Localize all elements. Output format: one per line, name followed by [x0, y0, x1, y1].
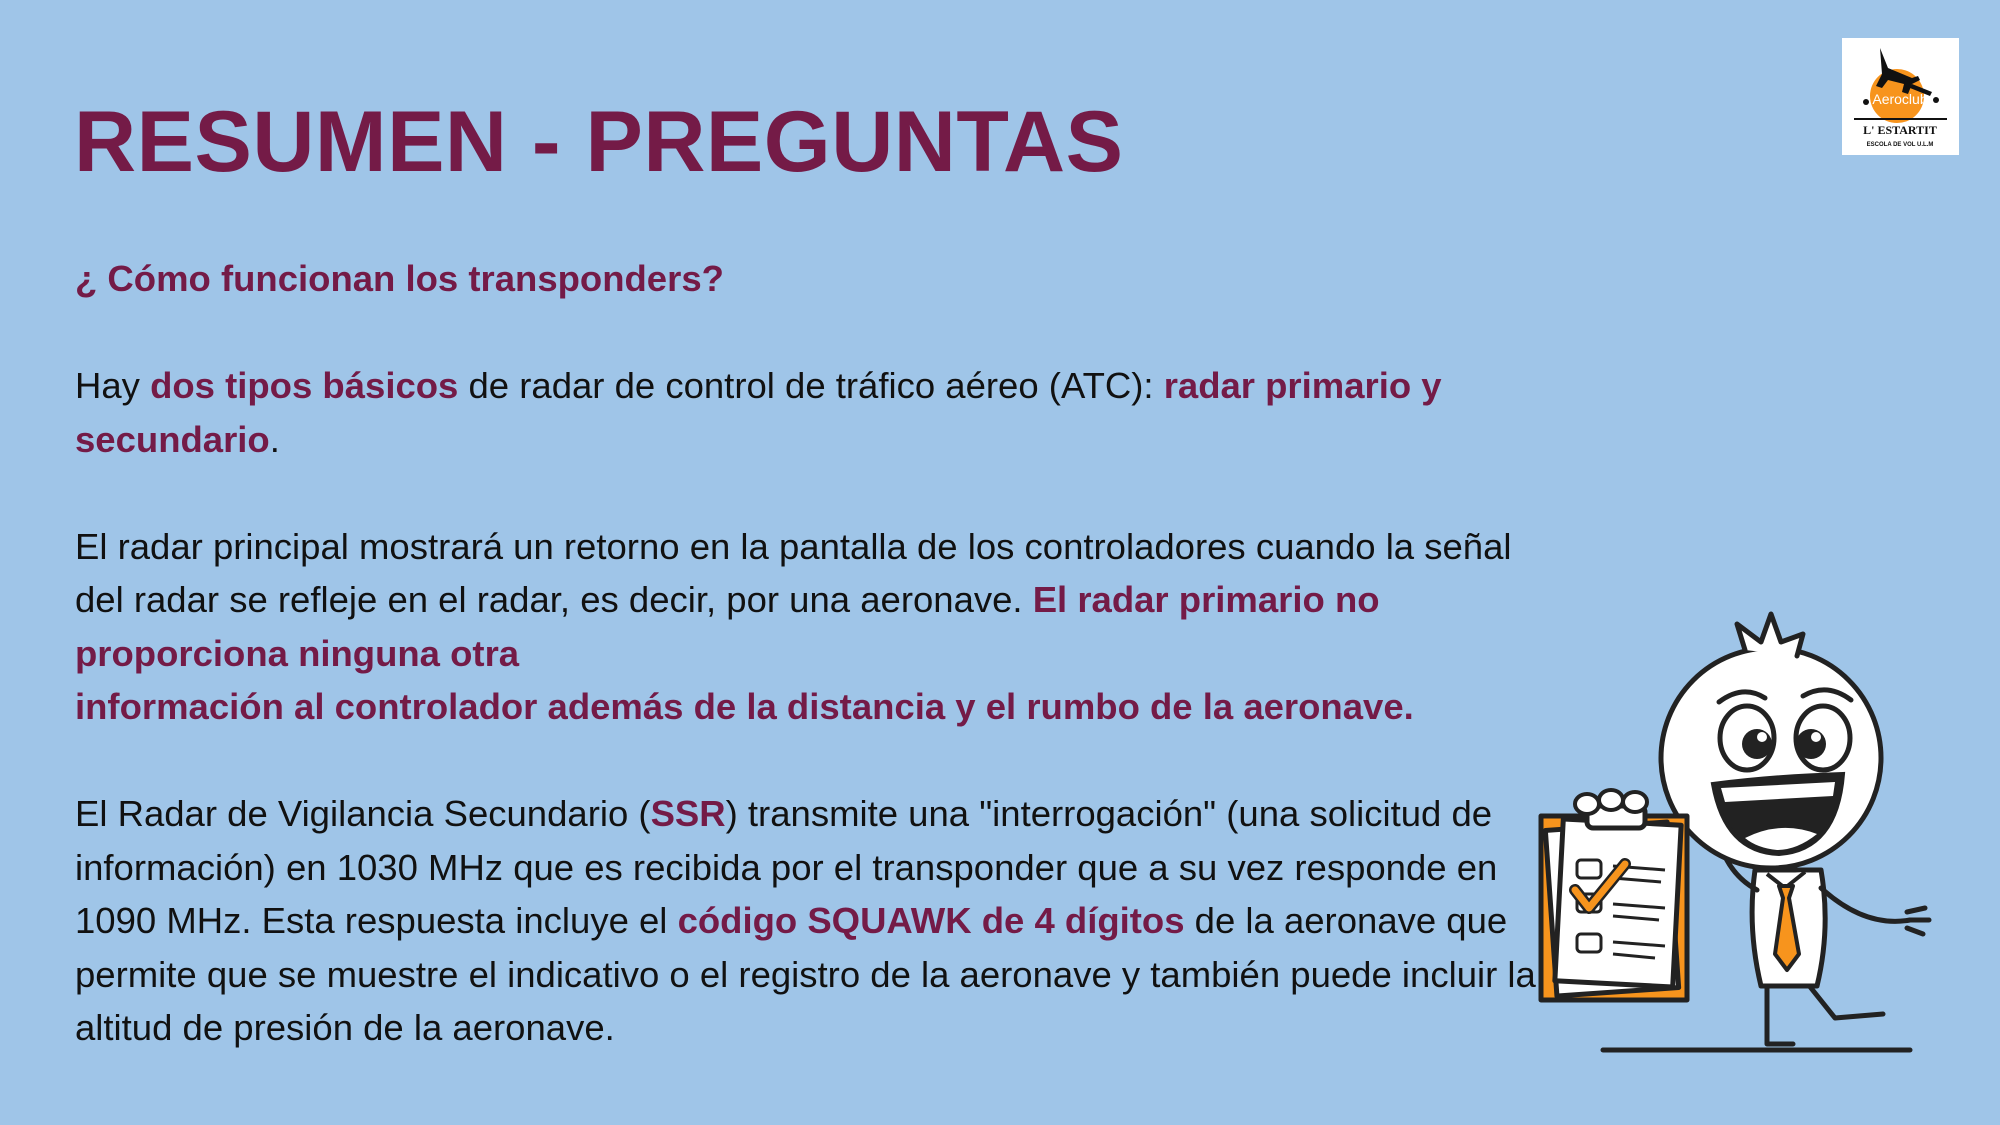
p3-text-3: de la aeronave que permite que se muestre el indicativo o el registro de la aeronave y también puede incluir la altitud de presión de la aeronave.: [75, 900, 1536, 1048]
p3-highlight-ssr: SSR: [650, 793, 726, 834]
p3-text-1: El Radar de Vigilancia Secundario (: [75, 793, 651, 834]
logo-text-estartit: L' ESTARTIT: [1863, 123, 1937, 137]
mascot-with-checklist-icon: [1535, 598, 1955, 1058]
p1-text-2: de radar de control de tráfico aéreo (ATC):: [458, 365, 1164, 406]
p1-text-3: .: [269, 418, 280, 460]
p1-highlight-1: dos tipos básicos: [150, 365, 459, 406]
mascot-graphic: [1535, 598, 1955, 1058]
p2-highlight-1: El radar primario no proporciona ninguna otra: [75, 579, 1380, 674]
paragraph-ssr: [75, 787, 1545, 1055]
paragraph-radar-types: [75, 359, 1545, 466]
p2-text-1: El radar principal mostrará un retorno en la pantalla de los controladores cuando la señal del radar se refleje en el radar, es decir, por una aeronave.: [75, 525, 1512, 620]
logo-text-escola: ESCOLA DE VOL U.L.M: [1866, 142, 1934, 148]
p1-text-1: Hay: [75, 365, 151, 406]
slide-body: [75, 252, 1545, 1055]
p1-highlight-2: radar primario y secundario: [75, 365, 1442, 460]
paragraph-primary-radar: [75, 520, 1545, 734]
p3-highlight-squawk: código SQUAWK de 4 dígitos: [677, 900, 1185, 941]
p3-text-2: ) transmite una "interrogación" (una solicitud de información) en 1030 MHz que es recibida por el transponder que a su vez responde en 1090 MHz. Esta respuesta incluye el: [75, 793, 1498, 941]
aeroclub-logo-icon: [1842, 38, 1959, 155]
question-heading: ¿ Cómo funcionan los transponders?: [75, 258, 724, 299]
p2-highlight-2: información al controlador además de la distancia y el rumbo de la aeronave.: [75, 686, 1414, 727]
page-title: RESUMEN - PREGUNTAS: [74, 94, 1124, 190]
logo-text-aeroclub: Aeroclub: [1872, 91, 1928, 107]
logo-graphic: [1842, 38, 1959, 155]
